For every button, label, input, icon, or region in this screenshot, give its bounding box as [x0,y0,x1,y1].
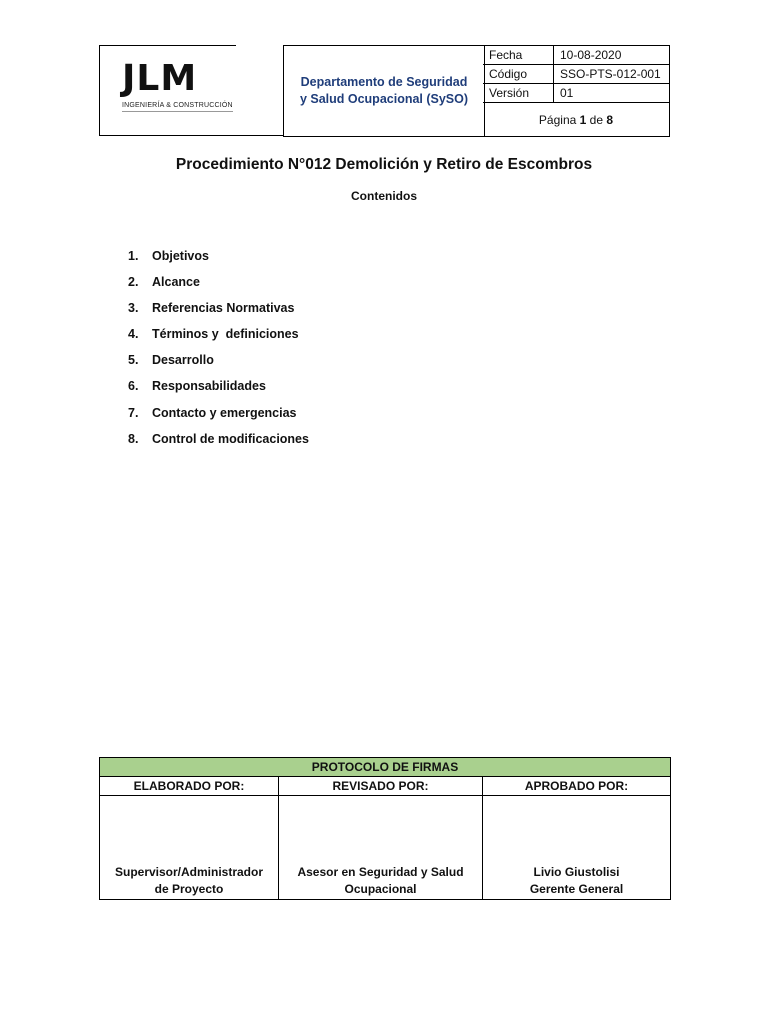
signer-role-detail: Ocupacional [344,882,417,896]
toc-number: 2. [128,275,139,290]
column-elaborated-by: ELABORADO POR: [100,777,279,796]
meta-value: 01 [560,86,574,100]
column-approved-by: APROBADO POR: [483,777,671,796]
toc-label: Objetivos [152,249,209,263]
department-name: Departamento de Seguridad y Salud Ocupacional (SySO) [299,75,469,106]
signature-protocol-table [99,757,671,900]
toc-label: Control de modificaciones [152,431,309,446]
toc-label: Contacto y emergencias [152,405,297,420]
toc-label: Alcance [152,275,200,290]
toc-label: Términos y definiciones [152,327,299,342]
table-of-contents [128,247,309,456]
toc-item [128,351,309,377]
page-total: 8 [606,112,614,127]
page-sep: de [589,112,604,127]
signer-title: Gerente General [529,882,624,896]
toc-number: 4. [128,327,139,342]
signer-role-detail: de Proyecto [154,882,224,896]
document-title: Procedimiento N°012 Demolición y Retiro de Escombros [175,156,593,173]
toc-item [128,404,309,430]
toc-number: 8. [128,431,139,446]
toc-item [128,325,309,351]
company-logo-cell [99,45,284,136]
document-header [99,45,670,137]
meta-row-version [483,84,669,103]
signer-elaborated [100,796,279,900]
meta-key: Código [483,65,554,83]
toc-number: 5. [128,353,139,368]
toc-item [128,299,309,325]
toc-label: Referencias Normativas [152,301,295,316]
column-reviewed-by: REVISADO POR: [279,777,483,796]
company-logo: JLM [122,58,198,99]
signature-columns-row [100,777,671,796]
meta-value: SSO-PTS-012-001 [560,67,661,81]
signature-heading: PROTOCOLO DE FIRMAS [100,758,671,777]
toc-item [128,430,309,456]
document-meta [483,45,670,137]
page-prefix: Página [538,112,577,127]
signature-body-row [100,796,671,900]
department-cell [283,45,485,137]
meta-row-date [483,46,669,65]
signer-name: Livio Giustolisi [533,865,620,879]
toc-number: 3. [128,301,139,316]
toc-number: 1. [128,249,139,263]
meta-key: Versión [483,84,554,102]
toc-label: Responsabilidades [152,379,266,394]
meta-row-code [483,65,669,84]
signature-heading-row [100,758,671,777]
contents-heading: Contenidos [351,189,417,203]
page-current: 1 [579,112,587,127]
company-logo-subtitle: INGENIERÍA & CONSTRUCCIÓN [122,102,233,112]
toc-number: 7. [128,405,139,420]
meta-key: Fecha [483,46,554,64]
signer-reviewed [279,796,483,900]
toc-item [128,273,309,299]
signer-approved [483,796,671,900]
toc-item [128,377,309,403]
toc-label: Desarrollo [152,353,214,368]
meta-value: 10-08-2020 [560,48,622,62]
toc-item [128,247,309,273]
signer-role: Supervisor/Administrador [114,865,264,879]
signer-role: Asesor en Seguridad y Salud [297,865,464,879]
toc-number: 6. [128,379,139,394]
page-indicator [483,103,669,136]
